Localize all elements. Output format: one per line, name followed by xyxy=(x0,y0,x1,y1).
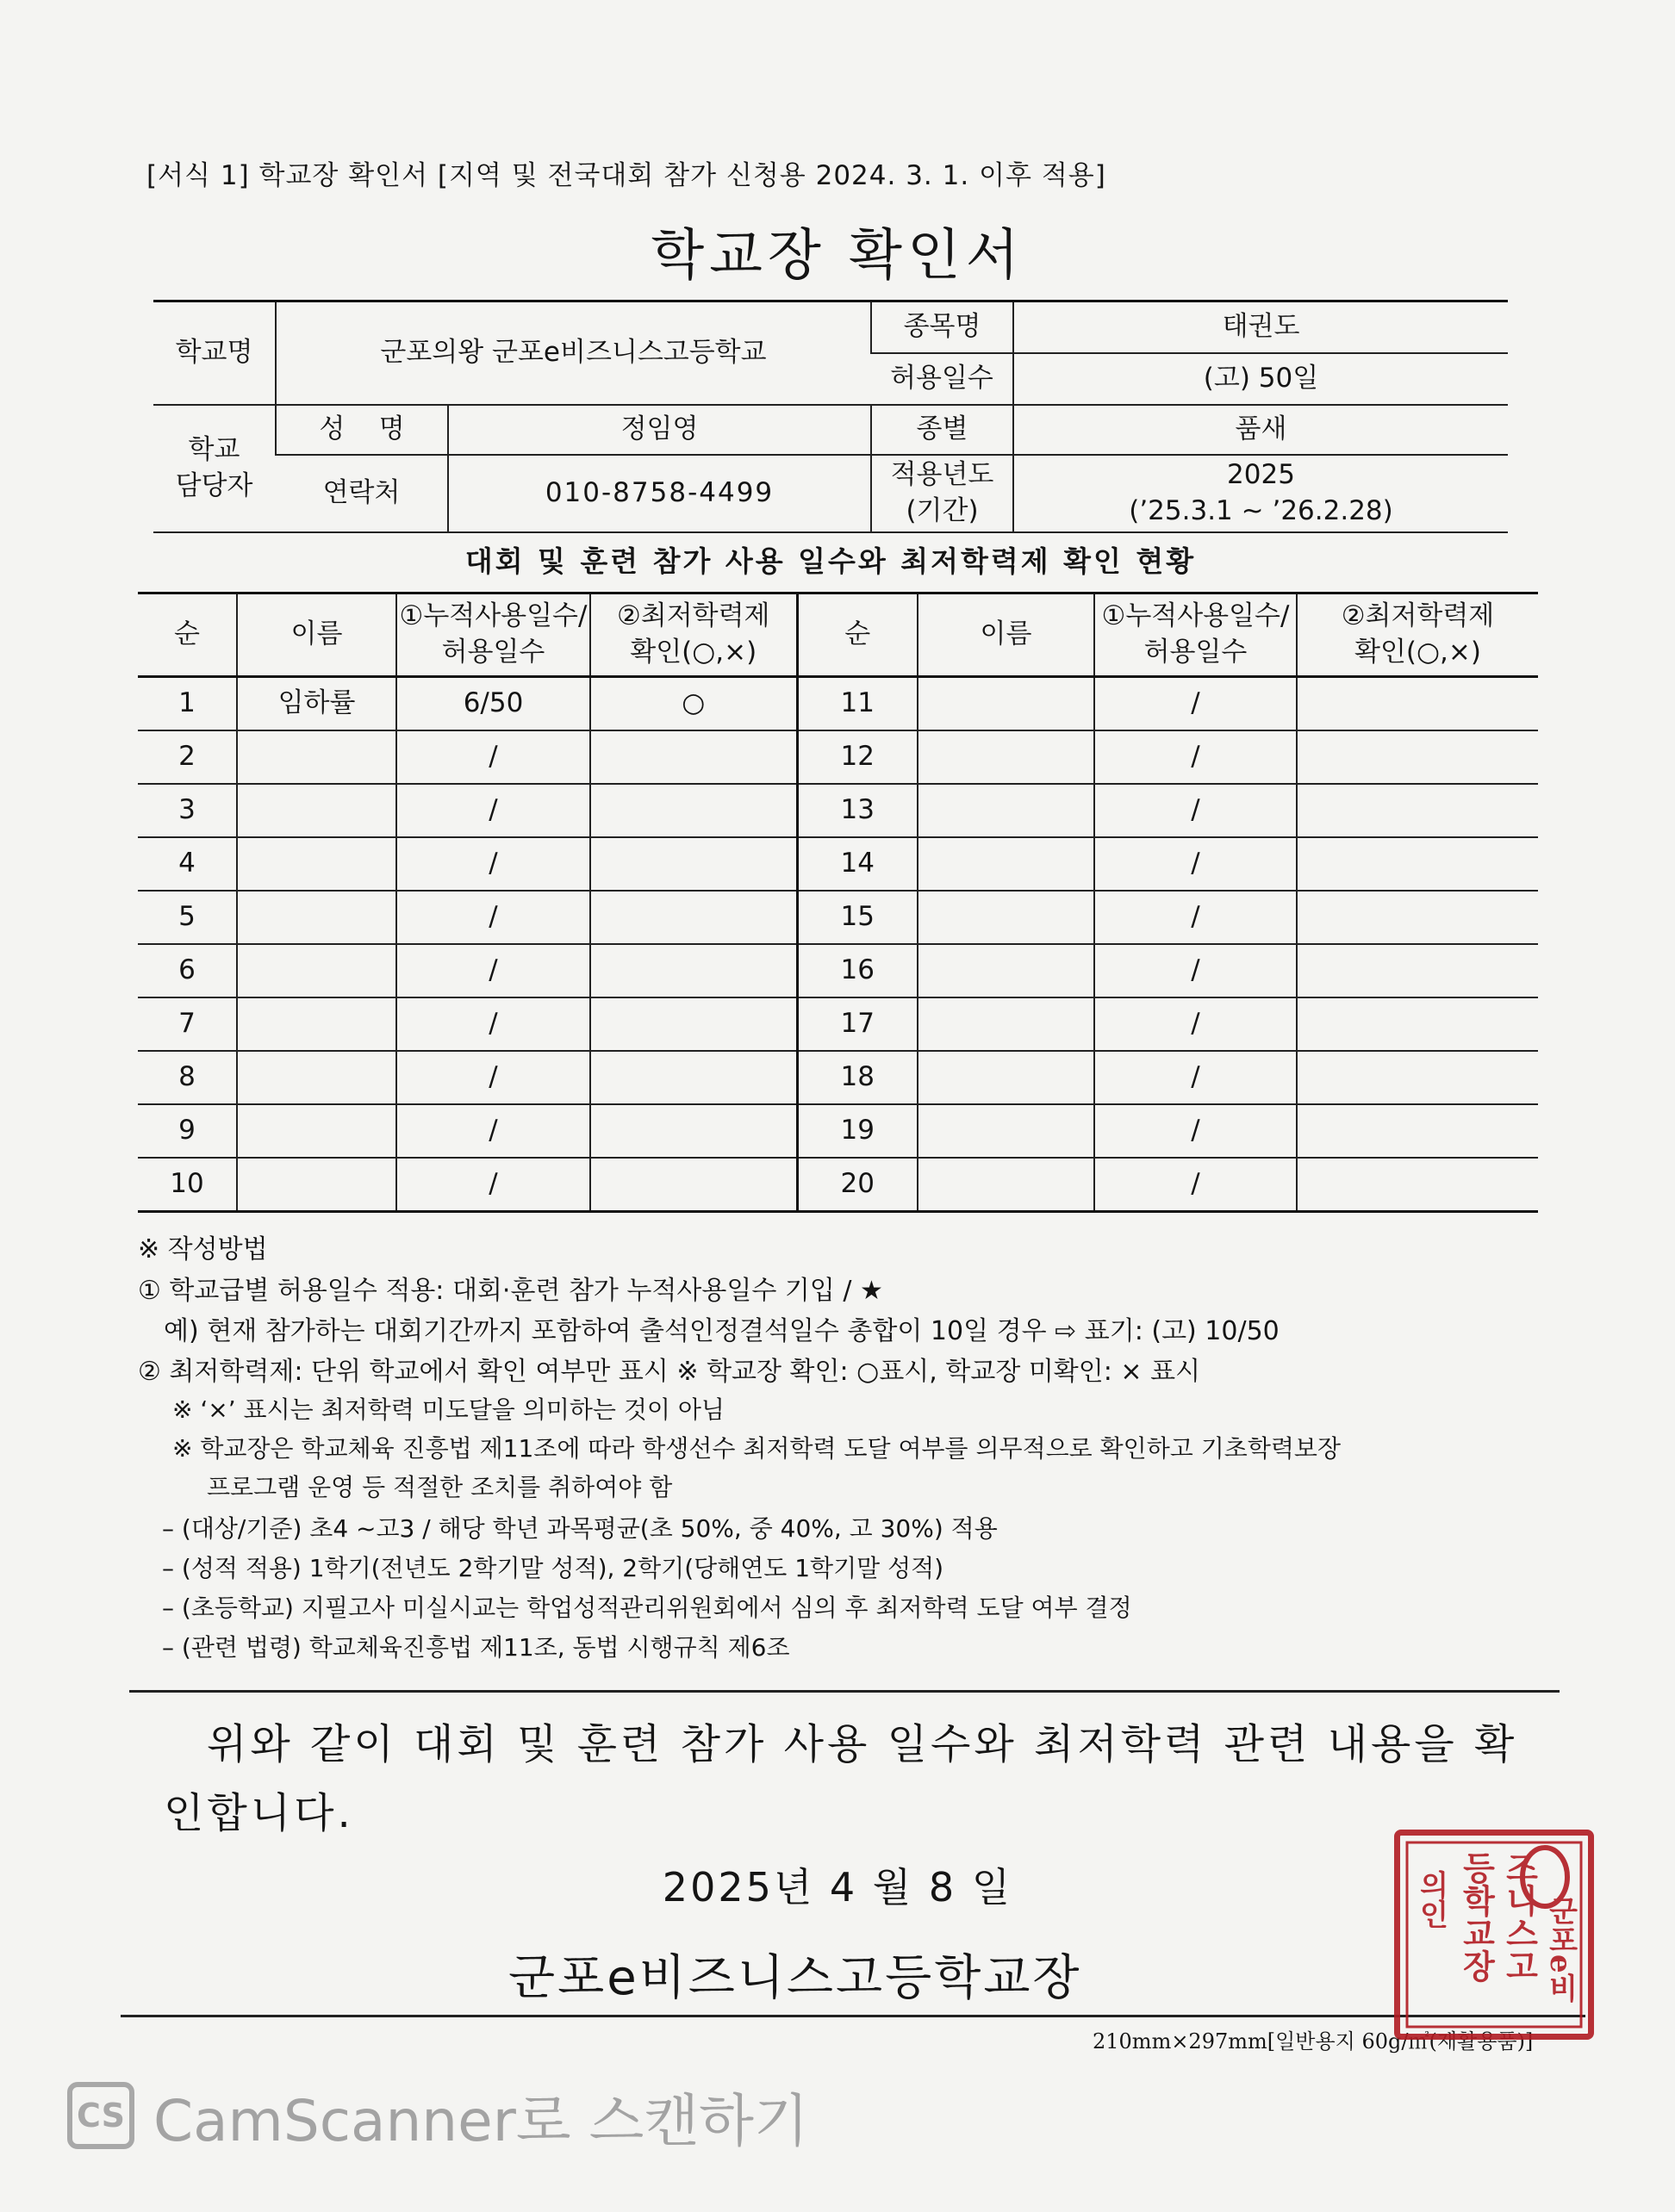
camscanner-text: CamScanner로 스캔하기 xyxy=(153,2087,809,2154)
header-name: 이름 xyxy=(237,593,396,677)
year-label-line2: (기간) xyxy=(906,494,979,526)
cell-days: / xyxy=(396,730,590,784)
cell-name xyxy=(918,1158,1094,1212)
cell-check xyxy=(1297,677,1538,731)
cell-check xyxy=(590,784,797,837)
cell-check xyxy=(1297,944,1538,997)
issue-date: 2025년 4 월 8 일 xyxy=(662,1864,1013,1911)
cell-name xyxy=(918,944,1094,997)
cell-days: / xyxy=(396,1158,590,1212)
cell-no: 14 xyxy=(797,837,918,891)
cell-days: / xyxy=(1094,730,1297,784)
note-detail-4: – (관련 법령) 학교체육진흥법 제11조, 동법 시행규칙 제6조 xyxy=(162,1633,790,1662)
year-value-line1: 2025 xyxy=(1227,458,1295,490)
cell-no: 15 xyxy=(797,891,918,944)
table-row xyxy=(138,837,1538,891)
header-check-line1: ②최저학력제 xyxy=(1341,600,1495,632)
cell-name xyxy=(237,1158,396,1212)
cell-name xyxy=(918,1051,1094,1104)
table-row xyxy=(138,677,1538,731)
cell-name xyxy=(918,1104,1094,1158)
header-check-line2: 확인(○,×) xyxy=(1354,637,1481,668)
cell-days: / xyxy=(1094,1158,1297,1212)
cell-name xyxy=(918,730,1094,784)
teacher-label-line1: 학교 xyxy=(188,433,240,465)
cell-days: / xyxy=(1094,784,1297,837)
cell-check xyxy=(1297,784,1538,837)
header-days xyxy=(1094,593,1297,677)
school-label: 학교명 xyxy=(153,301,276,405)
allowed-days-label: 허용일수 xyxy=(871,353,1013,405)
cell-check xyxy=(590,837,797,891)
cell-name xyxy=(918,891,1094,944)
participation-table xyxy=(138,592,1538,1213)
official-seal xyxy=(1394,1830,1594,2040)
name-value: 정임영 xyxy=(448,405,871,455)
note-1-example: 예) 현재 참가하는 대회기간까지 포함하여 출석인정결석일수 총합이 10일 경우 ⇨ 표기: (고) 10/50 xyxy=(164,1316,1280,1346)
cell-days: / xyxy=(396,784,590,837)
cell-name xyxy=(918,784,1094,837)
seal-col-2: 즈니스고 xyxy=(1500,1851,1539,1982)
table-row xyxy=(138,891,1538,944)
cell-days: / xyxy=(1094,1051,1297,1104)
note-detail-1: – (대상/기준) 초4 ~고3 / 해당 학년 과목평균(초 50%, 중 40%, 고 30%) 적용 xyxy=(162,1514,998,1543)
cell-no: 8 xyxy=(138,1051,237,1104)
table-row xyxy=(138,944,1538,997)
class-value: 품새 xyxy=(1013,405,1508,455)
cell-days: / xyxy=(396,837,590,891)
note-2-b1: ※ 학교장은 학교체육 진흥법 제11조에 따라 학생선수 최저학력 도달 여부를 의무적으로 확인하고 기초학력보장 xyxy=(172,1434,1342,1463)
note-2-a: ※ ‘×’ 표시는 최저학력 미도달을 의미하는 것이 아님 xyxy=(172,1395,725,1424)
cell-no: 7 xyxy=(138,997,237,1051)
allowed-days-value: (고) 50일 xyxy=(1013,353,1508,405)
cell-no: 12 xyxy=(797,730,918,784)
cell-name xyxy=(237,1051,396,1104)
principal-signature-line: 군포e비즈니스고등학교장 xyxy=(508,1950,1082,2006)
seal-col-4: 의인 xyxy=(1414,1870,1448,1929)
cell-days: / xyxy=(1094,677,1297,731)
cell-no: 3 xyxy=(138,784,237,837)
cell-days: / xyxy=(396,1104,590,1158)
cell-name xyxy=(918,997,1094,1051)
note-2: ② 최저학력제: 단위 학교에서 확인 여부만 표시 ※ 학교장 확인: ○표시, 학교장 미확인: × 표시 xyxy=(138,1357,1201,1387)
cell-check xyxy=(1297,997,1538,1051)
year-label xyxy=(871,455,1013,532)
header-check xyxy=(1297,593,1538,677)
cell-days: / xyxy=(396,1051,590,1104)
teacher-label xyxy=(153,405,276,532)
contact-value: 010-8758-4499 xyxy=(448,455,871,532)
cell-no: 6 xyxy=(138,944,237,997)
cell-name xyxy=(918,677,1094,731)
header-days-line1: ①누적사용일수/ xyxy=(399,600,588,632)
cell-no: 16 xyxy=(797,944,918,997)
event-value: 태권도 xyxy=(1013,301,1508,353)
cell-days: / xyxy=(1094,997,1297,1051)
page-title: 학교장 확인서 xyxy=(651,224,1024,288)
cell-no: 13 xyxy=(797,784,918,837)
cell-no: 11 xyxy=(797,677,918,731)
cell-check xyxy=(1297,1051,1538,1104)
camscanner-logo-icon: CS xyxy=(67,2082,134,2149)
cell-check xyxy=(1297,837,1538,891)
cell-days: 6/50 xyxy=(396,677,590,731)
cell-check: ○ xyxy=(590,677,797,731)
cell-no: 4 xyxy=(138,837,237,891)
cell-name xyxy=(237,784,396,837)
cell-no: 10 xyxy=(138,1158,237,1212)
bottom-divider xyxy=(121,2015,1585,2017)
camscanner-watermark xyxy=(67,2081,809,2154)
header-days-line2: 허용일수 xyxy=(441,637,545,668)
cell-no: 5 xyxy=(138,891,237,944)
cell-no: 19 xyxy=(797,1104,918,1158)
cell-name xyxy=(237,997,396,1051)
cell-check xyxy=(590,891,797,944)
contact-label: 연락처 xyxy=(276,455,448,532)
table-row xyxy=(138,1158,1538,1212)
year-value-line2: (’25.3.1 ~ ’26.2.28) xyxy=(1129,494,1393,526)
table-row xyxy=(138,784,1538,837)
cell-check xyxy=(590,1158,797,1212)
header-check-line2: 확인(○,×) xyxy=(630,637,757,668)
note-detail-3: – (초등학교) 지필고사 미실시교는 학업성적관리위원회에서 심의 후 최저학력 도달 여부 결정 xyxy=(162,1594,1132,1622)
event-label: 종목명 xyxy=(871,301,1013,353)
cell-no: 17 xyxy=(797,997,918,1051)
class-label: 종별 xyxy=(871,405,1013,455)
header-days-line2: 허용일수 xyxy=(1143,637,1248,668)
table-row xyxy=(138,1104,1538,1158)
cell-days: / xyxy=(396,891,590,944)
header-no: 순 xyxy=(138,593,237,677)
cell-no: 2 xyxy=(138,730,237,784)
cell-name: 임하률 xyxy=(237,677,396,731)
form-reference: [서식 1] 학교장 확인서 [지역 및 전국대회 참가 신청용 2024. 3. 1. 이후 적용] xyxy=(146,160,1106,191)
cell-days: / xyxy=(396,997,590,1051)
header-name: 이름 xyxy=(918,593,1094,677)
confirmation-statement: 위와 같이 대회 및 훈련 참가 사용 일수와 최저학력 관련 내용을 확인합니다. xyxy=(164,1720,1518,1837)
cell-no: 20 xyxy=(797,1158,918,1212)
header-days-line1: ①누적사용일수/ xyxy=(1101,600,1290,632)
cell-days: / xyxy=(1094,944,1297,997)
cell-no: 9 xyxy=(138,1104,237,1158)
cell-check xyxy=(1297,1158,1538,1212)
seal-col-3: 등학교장 xyxy=(1457,1851,1496,1982)
cell-name xyxy=(237,1104,396,1158)
cell-name xyxy=(237,944,396,997)
cell-name xyxy=(237,837,396,891)
table-row xyxy=(138,997,1538,1051)
cell-check xyxy=(1297,891,1538,944)
school-info-table xyxy=(153,300,1508,533)
cell-name xyxy=(918,837,1094,891)
header-days xyxy=(396,593,590,677)
cell-check xyxy=(590,1104,797,1158)
header-check-line1: ②최저학력제 xyxy=(616,600,770,632)
cell-name xyxy=(237,730,396,784)
cell-days: / xyxy=(396,944,590,997)
cell-name xyxy=(237,891,396,944)
notes-heading: ※ 작성방법 xyxy=(138,1234,268,1264)
table-header-row xyxy=(138,593,1538,677)
cell-check xyxy=(590,730,797,784)
note-detail-2: – (성적 적용) 1학기(전년도 2학기말 성적), 2학기(당해연도 1학기말 성적) xyxy=(162,1554,944,1582)
note-2-b2: 프로그램 운영 등 적절한 조치를 취하여야 함 xyxy=(207,1473,673,1501)
paper-spec: 210mm×297mm[일반용지 60g/㎡(재활용품)] xyxy=(1093,2029,1534,2054)
school-value: 군포의왕 군포e비즈니스고등학교 xyxy=(276,301,871,405)
cell-days: / xyxy=(1094,891,1297,944)
cell-no: 18 xyxy=(797,1051,918,1104)
cell-check xyxy=(590,944,797,997)
teacher-label-line2: 담당자 xyxy=(175,469,253,501)
table-row xyxy=(138,1051,1538,1104)
cell-days: / xyxy=(1094,1104,1297,1158)
cell-check xyxy=(1297,1104,1538,1158)
note-1: ① 학교급별 허용일수 적용: 대회·훈련 참가 누적사용일수 기입 / ★ xyxy=(138,1276,883,1306)
cell-no: 1 xyxy=(138,677,237,731)
name-label: 성 명 xyxy=(276,405,448,455)
year-label-line1: 적용년도 xyxy=(890,458,994,490)
seal-col-1: 군포e비 xyxy=(1543,1896,1578,2003)
year-value xyxy=(1013,455,1508,532)
cell-days: / xyxy=(1094,837,1297,891)
cell-check xyxy=(1297,730,1538,784)
cell-check xyxy=(590,997,797,1051)
table-row xyxy=(138,730,1538,784)
header-no: 순 xyxy=(797,593,918,677)
cell-check xyxy=(590,1051,797,1104)
section-title: 대회 및 훈련 참가 사용 일수와 최저학력제 확인 현황 xyxy=(464,544,1197,578)
header-check xyxy=(590,593,797,677)
divider xyxy=(129,1690,1560,1693)
